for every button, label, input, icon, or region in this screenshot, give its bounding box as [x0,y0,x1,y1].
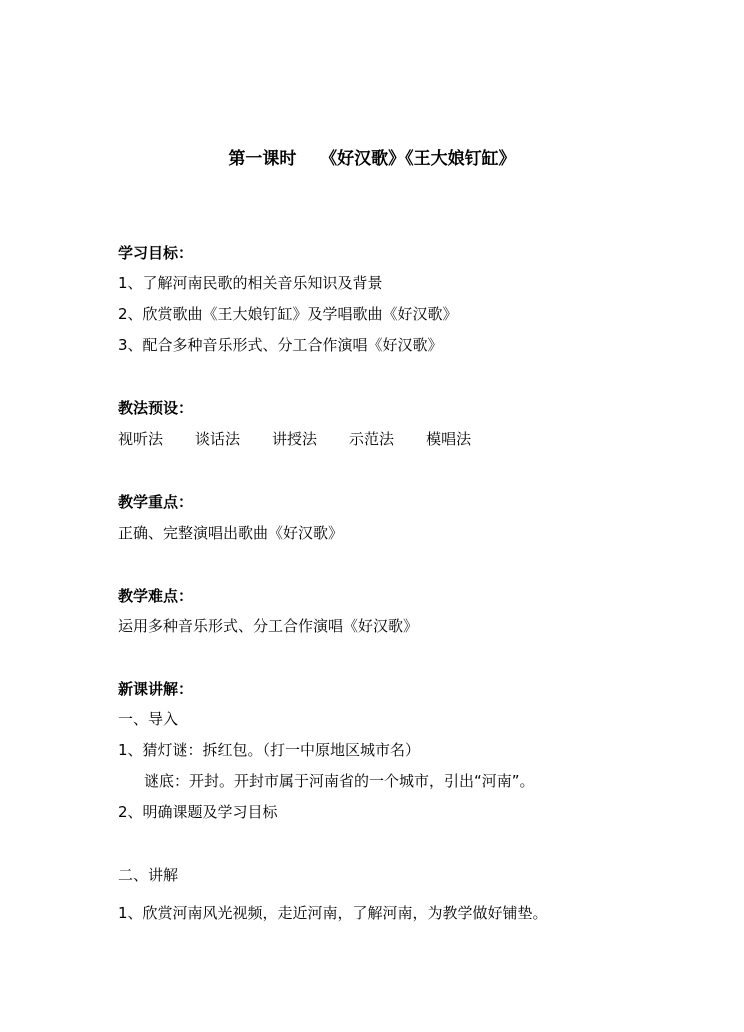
lecture-heading: 新课讲解： [118,680,194,698]
method-item: 示范法 [349,430,395,448]
objective-item-1: 1、了解河南民歌的相关音乐知识及背景 [118,274,383,292]
method-item: 谈话法 [195,430,241,448]
key-points-heading: 教学重点： [118,493,194,511]
objective-item-3: 3、配合多种音乐形式、分工合作演唱《好汉歌》 [118,336,443,354]
difficulties-heading: 教学难点： [118,587,194,605]
methods-heading: 教法预设： [118,399,194,417]
objective-item-2: 2、欣赏歌曲《王大娘钉缸》及学唱歌曲《好汉歌》 [118,305,458,323]
lecture-part1-title: 一、导入 [118,710,179,728]
objectives-heading: 学习目标： [118,244,194,262]
method-item: 讲授法 [272,430,318,448]
lecture-part1-item2: 2、明确课题及学习目标 [118,803,278,821]
lecture-part1-item1: 1、猜灯谜：拆红包。（打一中原地区城市名） [118,741,421,759]
lecture-part2-title: 二、讲解 [118,866,179,884]
lecture-part1-item1-answer: 谜底：开封。开封市属于河南省的一个城市，引出“河南”。 [144,772,535,790]
lecture-part2-item1: 1、欣赏河南风光视频，走近河南，了解河南，为教学做好铺垫。 [118,904,548,922]
method-item: 视听法 [118,430,164,448]
key-points-text: 正确、完整演唱出歌曲《好汉歌》 [118,524,344,542]
lesson-title: 第一课时 《好汉歌》《王大娘钉缸》 [228,149,516,169]
methods-list [118,428,503,450]
difficulties-text: 运用多种音乐形式、分工合作演唱《好汉歌》 [118,617,419,635]
method-item: 模唱法 [426,430,472,448]
